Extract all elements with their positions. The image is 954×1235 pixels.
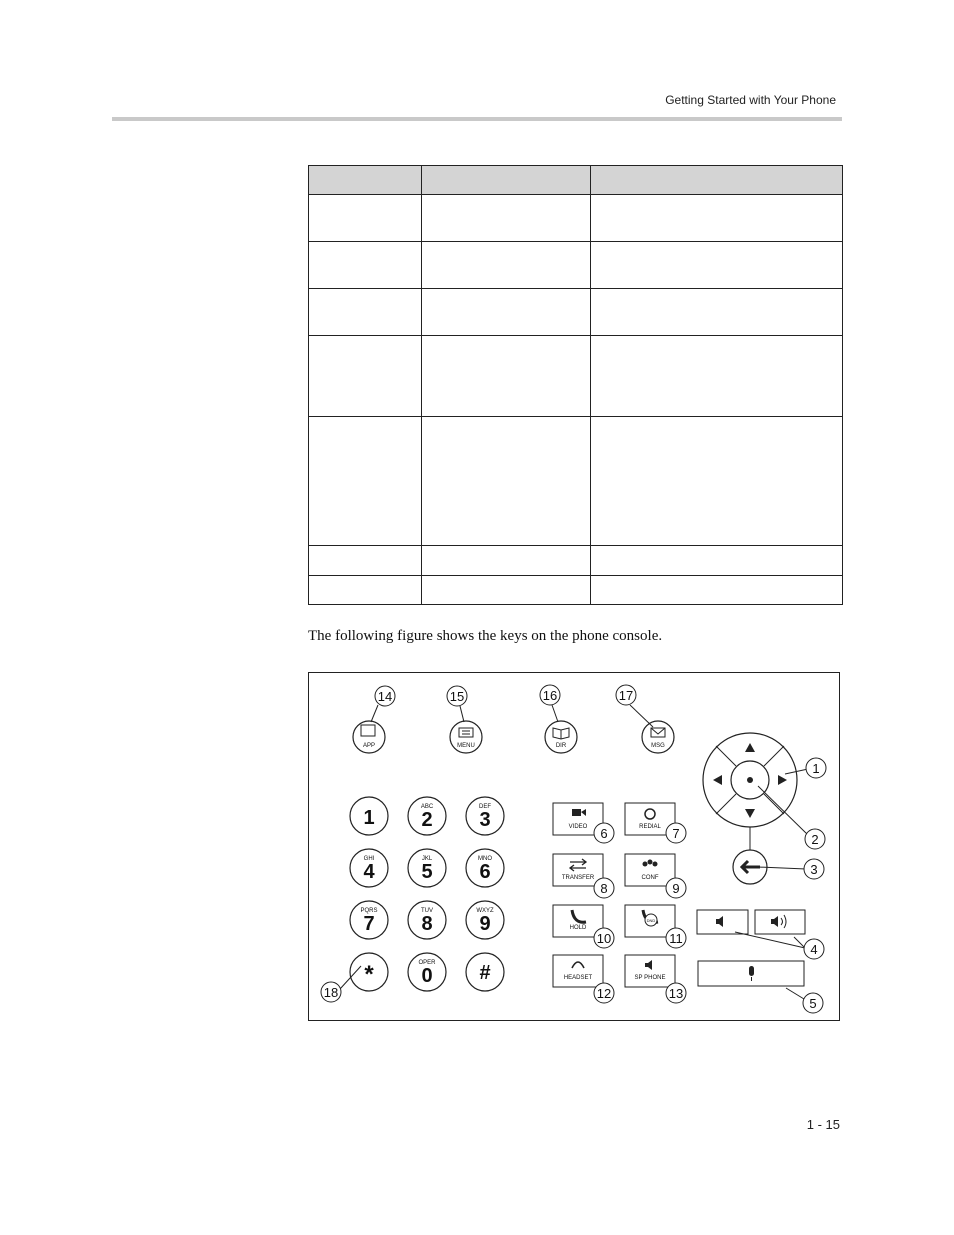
svg-text:11: 11	[669, 931, 683, 946]
svg-text:3: 3	[479, 809, 491, 831]
svg-text:REDIAL: REDIAL	[639, 824, 661, 830]
svg-text:MNO: MNO	[478, 856, 492, 862]
svg-text:2: 2	[811, 832, 819, 847]
svg-text:TUV: TUV	[421, 908, 433, 914]
svg-text:OPER: OPER	[418, 960, 436, 966]
svg-text:4: 4	[810, 942, 818, 957]
svg-text:3: 3	[810, 862, 818, 877]
menu-key-label: MENU	[457, 743, 475, 749]
svg-text:7: 7	[363, 913, 375, 935]
svg-text:*: *	[364, 961, 374, 988]
svg-text:HOLD: HOLD	[569, 925, 587, 931]
svg-text:5: 5	[421, 861, 433, 883]
phone-console-figure	[308, 672, 840, 1021]
conference-icon	[643, 862, 648, 867]
svg-text:17: 17	[618, 688, 634, 703]
svg-text:1: 1	[812, 761, 820, 776]
table-row	[309, 289, 843, 336]
svg-text:GHI: GHI	[363, 856, 375, 862]
svg-text:9: 9	[672, 881, 680, 896]
svg-text:1: 1	[363, 807, 375, 829]
svg-text:VIDEO: VIDEO	[568, 824, 588, 830]
svg-text:#: #	[479, 962, 491, 984]
svg-text:PQRS: PQRS	[360, 908, 378, 914]
svg-text:9: 9	[479, 913, 491, 935]
table-header-row	[309, 166, 843, 195]
mute-key	[698, 961, 804, 986]
menu-key	[450, 721, 482, 753]
svg-text:8: 8	[600, 881, 608, 896]
table-row	[309, 242, 843, 289]
msg-key	[642, 721, 674, 753]
svg-text:WXYZ: WXYZ	[476, 908, 494, 914]
svg-text:6: 6	[600, 826, 608, 841]
svg-text:18: 18	[323, 985, 339, 1000]
svg-text:12: 12	[596, 986, 612, 1001]
svg-text:SP PHONE: SP PHONE	[634, 975, 666, 981]
table-row	[309, 576, 843, 605]
svg-text:DND: DND	[646, 918, 656, 923]
svg-text:15: 15	[449, 689, 465, 704]
svg-text:16: 16	[542, 688, 558, 703]
header-rule	[112, 117, 842, 121]
msg-key-label: MSG	[651, 743, 665, 749]
svg-text:6: 6	[479, 861, 491, 883]
svg-text:CONF: CONF	[641, 875, 659, 881]
keys-table	[308, 165, 843, 605]
page-header: Getting Started with Your Phone	[665, 93, 836, 107]
svg-text:ABC: ABC	[420, 804, 434, 810]
microphone-icon	[749, 966, 754, 976]
table-row	[309, 195, 843, 242]
svg-text:10: 10	[596, 931, 612, 946]
figure-caption: The following figure shows the keys on the phone console.	[308, 628, 663, 644]
svg-text:5: 5	[809, 996, 817, 1011]
dir-key	[545, 721, 577, 753]
svg-text:8: 8	[421, 913, 433, 935]
select-dot-icon	[747, 777, 753, 783]
page-number: 1 - 15	[806, 1117, 840, 1132]
app-key-label: APP	[362, 743, 376, 749]
svg-text:4: 4	[363, 861, 375, 883]
svg-text:DEF: DEF	[479, 804, 491, 810]
table-row	[309, 546, 843, 576]
svg-text:TRANSFER: TRANSFER	[561, 875, 595, 881]
svg-text:13: 13	[668, 986, 684, 1001]
svg-text:JKL: JKL	[421, 856, 433, 862]
dir-key-label: DIR	[555, 743, 567, 749]
svg-text:7: 7	[672, 826, 680, 841]
table-row	[309, 336, 843, 417]
app-key	[353, 721, 385, 753]
svg-text:HEADSET: HEADSET	[563, 975, 593, 981]
table-row	[309, 417, 843, 546]
svg-text:0: 0	[421, 965, 433, 987]
video-icon	[572, 809, 581, 816]
svg-text:14: 14	[377, 689, 393, 704]
svg-text:2: 2	[421, 809, 433, 831]
